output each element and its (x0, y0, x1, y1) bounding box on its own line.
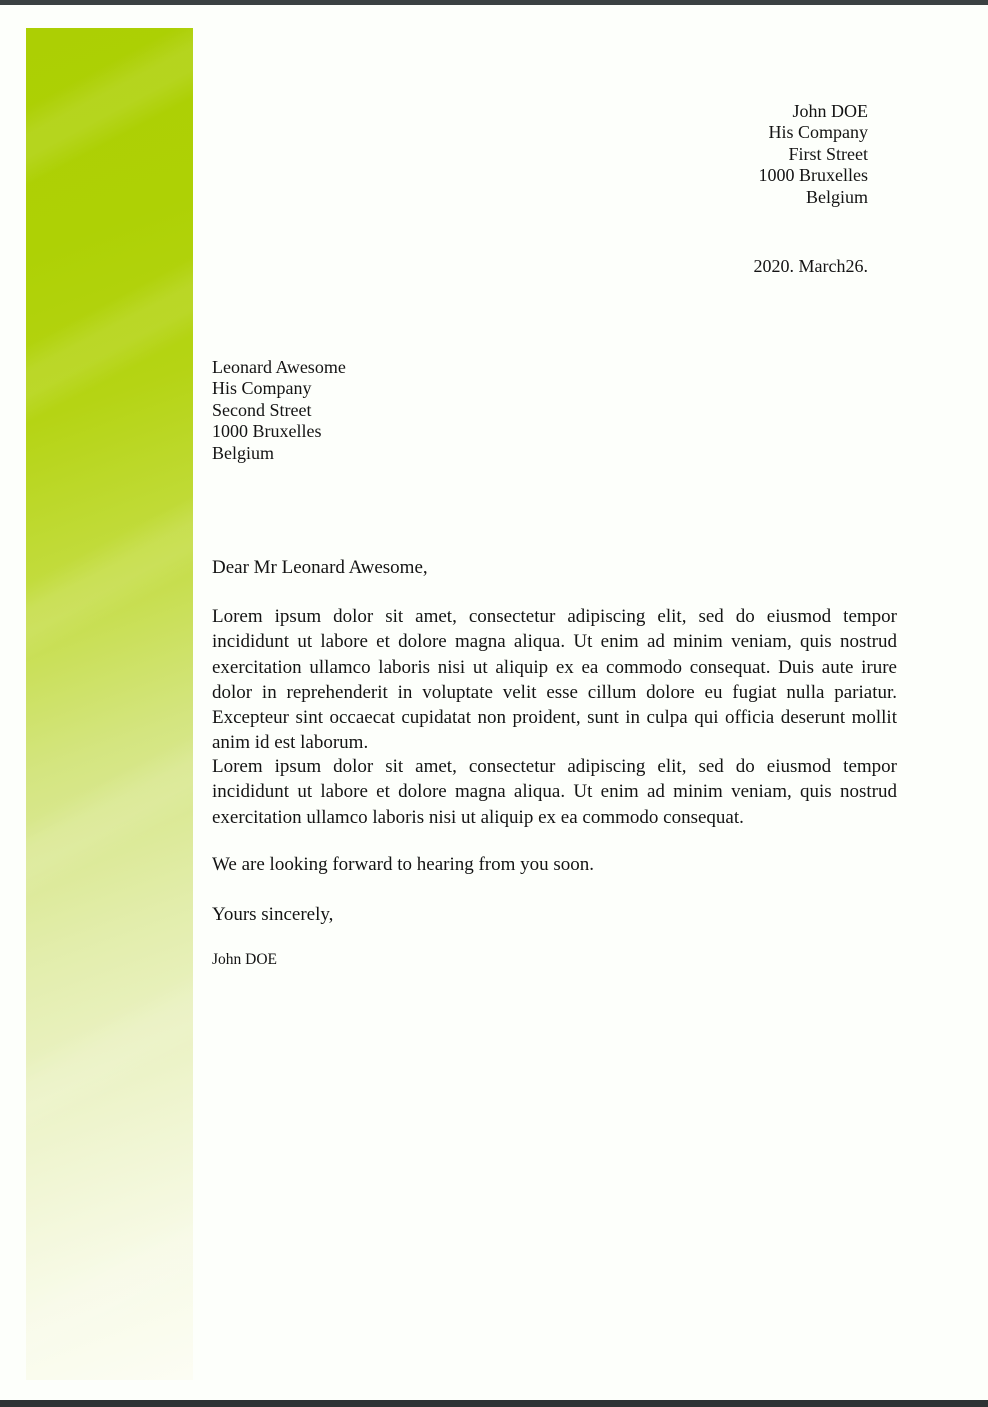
sender-address-block (759, 101, 869, 208)
sender-company: His Company (768, 122, 868, 143)
letter-date: 2020. March26. (753, 256, 868, 276)
body-paragraph-1: Lorem ipsum dolor sit amet, consectetur adipiscing elit, sed do eiusmod tempor incididunt ut labore et dolore magna aliqua. Ut enim ad minim veniam, quis nostrud exercitation ullamco laboris nisi ut aliquip ex ea commodo consequat. Duis aute irure dolor in reprehenderit in voluptate velit esse cillum dolore eu fugiat nulla pariatur. Excepteur sint occaecat cupidatat non proident, sunt in culpa qui officia deserunt mollit anim id est laborum. (212, 606, 897, 754)
valediction: Yours sincerely, (212, 904, 334, 925)
recipient-country: Belgium (212, 442, 274, 463)
recipient-company: His Company (212, 378, 312, 399)
sender-city: 1000 Bruxelles (758, 165, 868, 186)
recipient-address-block (212, 357, 346, 464)
sender-name: John DOE (792, 101, 868, 121)
top-border-band (0, 0, 988, 5)
recipient-street: Second Street (212, 399, 312, 420)
recipient-name: Leonard Awesome (212, 357, 346, 377)
sender-country: Belgium (806, 186, 868, 207)
green-gradient-sidebar (26, 28, 193, 1380)
recipient-city: 1000 Bruxelles (212, 421, 322, 442)
salutation: Dear Mr Leonard Awesome, (212, 557, 428, 578)
closing-line: We are looking forward to hearing from you soon. (212, 854, 595, 875)
bottom-border-band (0, 1400, 988, 1407)
body-paragraph-2: Lorem ipsum dolor sit amet, consectetur adipiscing elit, sed do eiusmod tempor incididunt ut labore et dolore magna aliqua. Ut enim ad minim veniam, quis nostrud exercitation ullamco laboris nisi ut aliquip ex ea commodo consequat. (212, 756, 897, 828)
signature-name: John DOE (212, 951, 278, 968)
sender-street: First Street (788, 143, 868, 164)
